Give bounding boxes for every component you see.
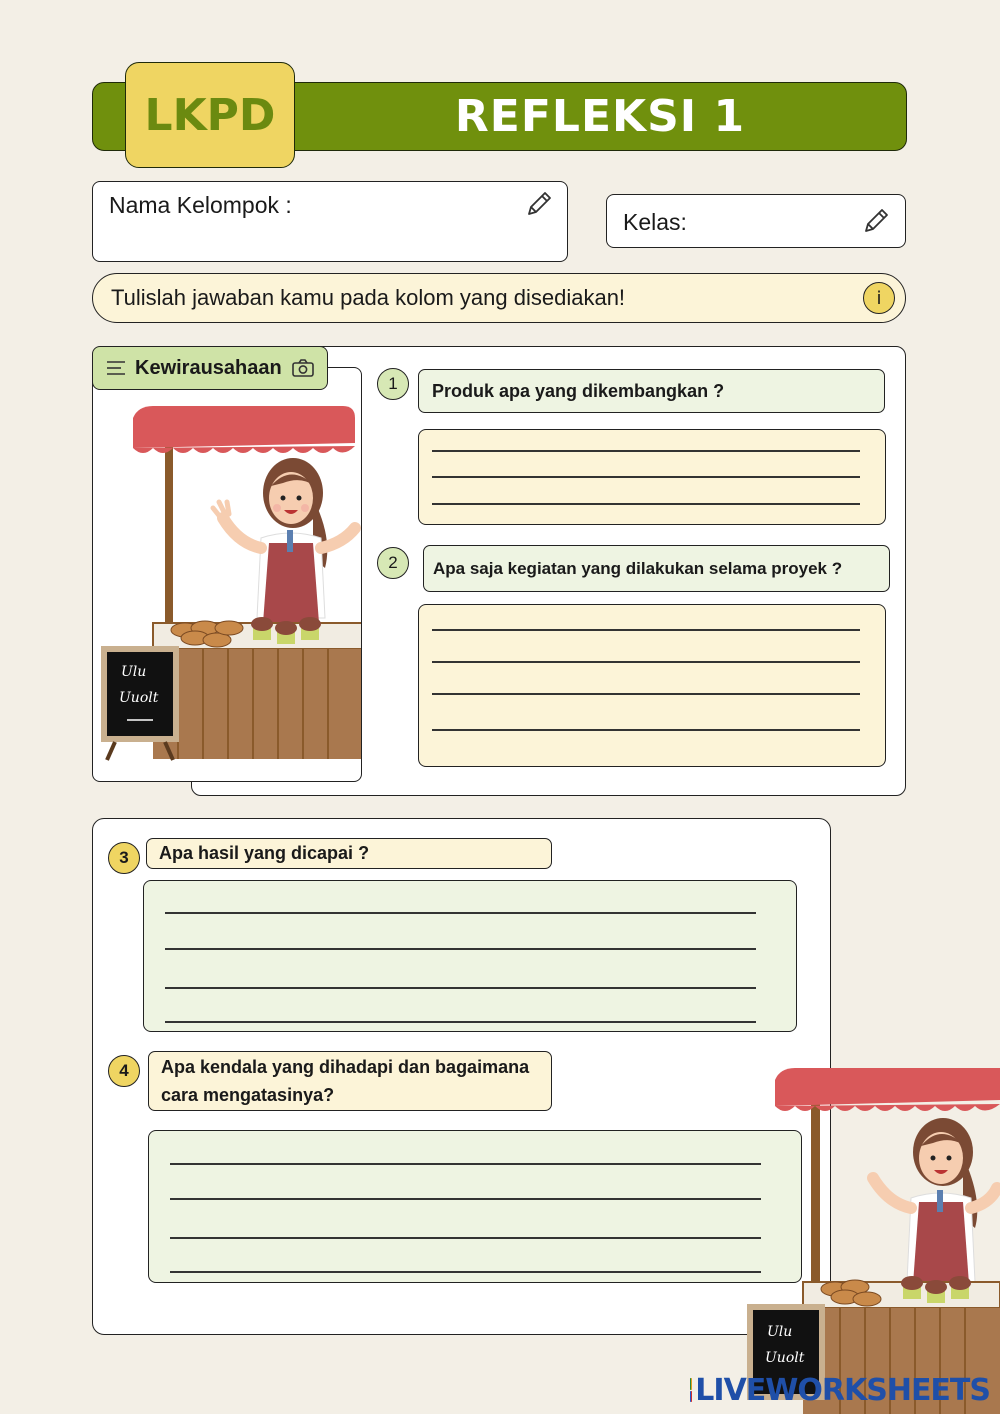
- liveworksheets-logo-icon: [690, 1378, 691, 1402]
- question-number-badge: 2: [377, 547, 409, 579]
- pencil-icon: [860, 205, 892, 237]
- group-name-label: Nama Kelompok :: [109, 192, 292, 218]
- question-number-badge: 3: [108, 842, 140, 874]
- liveworksheets-watermark: [690, 1372, 990, 1408]
- topic-tag: [92, 346, 328, 390]
- answer-3-box[interactable]: [143, 880, 797, 1032]
- sign-text-1: Ulu: [767, 1324, 793, 1340]
- question-4-text: Apa kendala yang dihadapi dan bagaimana cara mengatasinya?: [148, 1051, 552, 1111]
- question-number-badge: 1: [377, 368, 409, 400]
- instruction-text: Tulislah jawaban kamu pada kolom yang disediakan!: [111, 285, 626, 310]
- topic-tag-label: Kewirausahaan: [135, 356, 282, 379]
- question-3-text: Apa hasil yang dicapai ?: [146, 838, 552, 869]
- question-number-badge: 4: [108, 1055, 140, 1087]
- sign-text-2: Uuolt: [765, 1350, 805, 1366]
- vendor-illustration: [93, 368, 362, 782]
- answer-1-box[interactable]: [418, 429, 886, 525]
- class-label: Kelas:: [623, 209, 687, 235]
- group-name-field[interactable]: [92, 181, 568, 262]
- question-2-text: Apa saja kegiatan yang dilakukan selama proyek ?: [423, 545, 890, 592]
- watermark-text: LIVEWORKSHEETS: [695, 1372, 990, 1408]
- info-icon: i: [863, 282, 895, 314]
- instruction-banner: [92, 273, 906, 323]
- class-field[interactable]: [606, 194, 906, 248]
- lkpd-badge: LKPD: [125, 62, 295, 168]
- sign-text-1: Ulu: [121, 664, 147, 680]
- pencil-icon: [523, 188, 555, 220]
- menu-icon: [105, 359, 127, 377]
- answer-2-box[interactable]: [418, 604, 886, 767]
- camera-icon: [291, 358, 315, 378]
- answer-4-box[interactable]: [148, 1130, 802, 1283]
- vendor-illustration-card: [92, 367, 362, 782]
- vendor-illustration-bottom: [745, 1060, 1000, 1414]
- sign-text-2: Uuolt: [119, 690, 159, 706]
- page-title: REFLEKSI 1: [454, 91, 746, 142]
- question-1-text: Produk apa yang dikembangkan ?: [418, 369, 885, 413]
